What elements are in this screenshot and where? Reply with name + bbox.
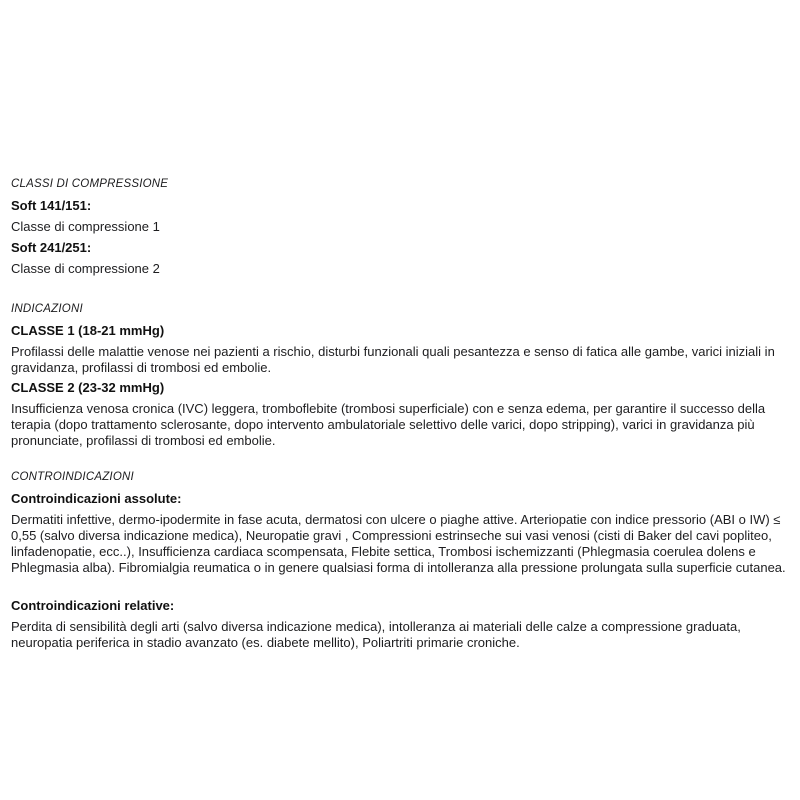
item-label-classe-1-mmhg: CLASSE 1 (18-21 mmHg) [11,323,165,338]
item-text-classe-1: Classe di compressione 1 [11,219,160,234]
item-label-soft-141: Soft 141/151: [11,198,92,213]
item-label-soft-241: Soft 241/251: [11,240,92,255]
item-label-controindicazioni-relative: Controindicazioni relative: [11,598,175,613]
paragraph-classe-1: Profilassi delle malattie venose nei pazienti a rischio, disturbi funzionali quali pesantezza e senso di fatica alle gambe, varici iniziali in gravidanza, profilassi di trombosi ed embolie. [11,344,775,375]
paragraph-controindicazioni-relative: Perdita di sensibilità degli arti (salvo diversa indicazione medica), intolleranza ai materiali delle calze a compressione graduata, neuropatia periferica in stadio avanzato (es. diabete mellito), Poliartriti primarie croniche. [11,619,741,650]
section-heading-classi: CLASSI DI COMPRESSIONE [11,178,169,190]
item-label-controindicazioni-assolute: Controindicazioni assolute: [11,491,182,506]
section-heading-controindicazioni: CONTROINDICAZIONI [11,471,134,483]
section-controindicazioni [11,470,791,651]
section-heading-indicazioni: INDICAZIONI [11,303,83,315]
item-text-classe-2: Classe di compressione 2 [11,261,160,276]
paragraph-classe-2: Insufficienza venosa cronica (IVC) leggera, tromboflebite (trombosi superficiale) con e senza edema, per garantire il successo della terapia (dopo trattamento sclerosante, dopo intervento ambulatoriale selettivo delle varici, dopo stripping), varici in gravidanza più pronunciate, profilassi di trombosi ed embolie. [11,401,766,448]
item-label-classe-2-mmhg: CLASSE 2 (23-32 mmHg) [11,380,165,395]
paragraph-controindicazioni-assolute: Dermatiti infettive, dermo-ipodermite in fase acuta, dermatosi con ulcere o piaghe attive. Arteriopatie con indice pressorio (ABI o IW) ≤ 0,55 (salvo diversa indicazione medica), Neuropatie gravi , Compressioni estrinseche sui vasi venosi (cisti di Baker del cavi popliteo, linfadenopatie, ecc..), Insufficienza cardiaca scompensata, Flebite settica, Trombosi ischemizzanti (Phlegmasia coerulea dolens e Phlegmasia alba). Fibromialgia reumatica o in genere qualsiasi forma di intolleranza alla pressione prolungata sulla superficie cutanea. [11,512,786,575]
section-classi-di-compressione [11,177,791,277]
document-content [11,177,791,651]
section-indicazioni [11,302,791,449]
